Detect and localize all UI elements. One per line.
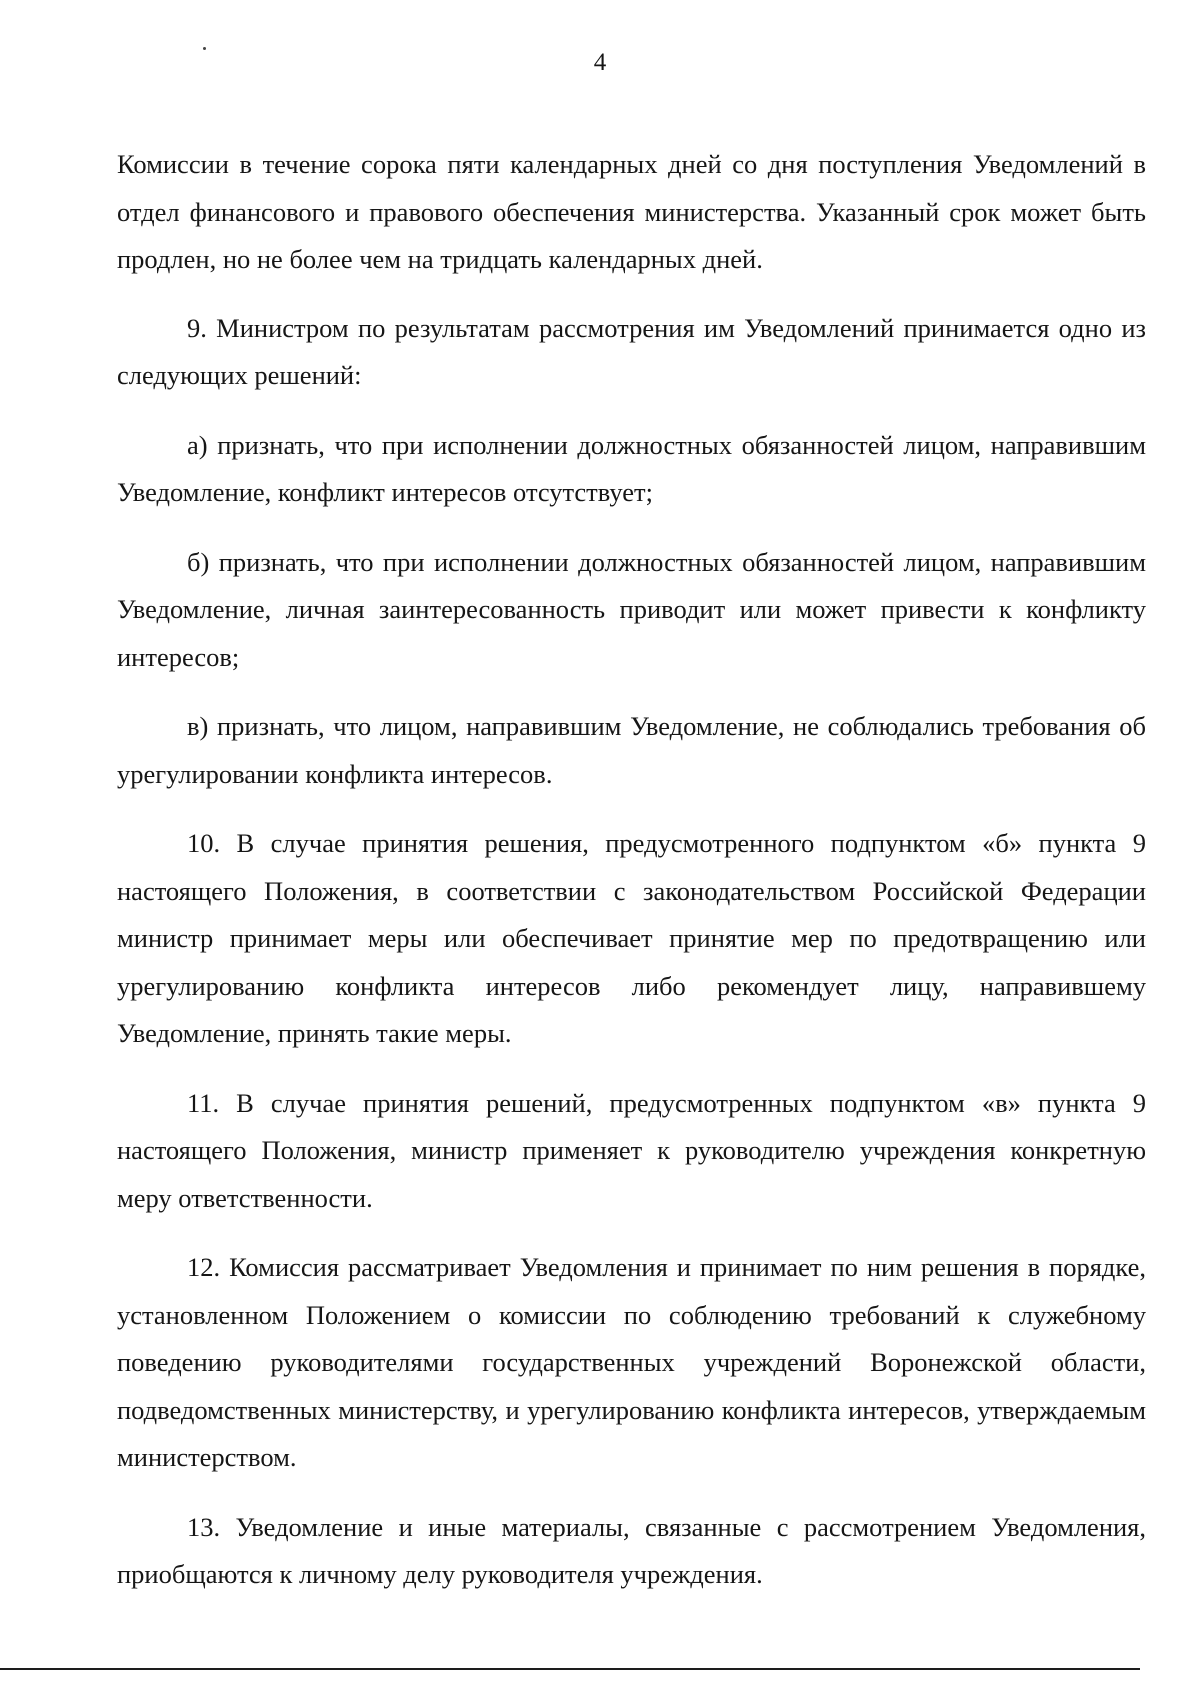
paragraph-continuation: Комиссии в течение сорока пяти календарных дней со дня поступления Уведомлений в отдел финансового и правового обеспечения министерства. Указанный срок может быть продлен, но не более чем на тридцать календарных дней.: [117, 149, 1146, 274]
paragraph-subitem-b: б) признать, что при исполнении должностных обязанностей лицом, направившим Уведомление, личная заинтересованность приводит или может привести к конфликту интересов;: [117, 546, 1146, 672]
paragraph-subitem-v: в) признать, что лицом, направившим Уведомление, не соблюдались требования об урегулировании конфликта интересов.: [117, 711, 1146, 789]
page-number: 4: [593, 49, 607, 76]
paragraph-item-10: 10. В случае принятия решения, предусмотренного подпунктом «б» пункта 9 настоящего Положения, в соответствии с законодательством Российской Федерации министр принимает меры или обеспечивает принятие мер по предотвращению или урегулированию конфликта интересов либо рекомендует лицу, направившему Уведомление, принять такие меры.: [117, 828, 1146, 1048]
paragraph-item-9: 9. Министром по результатам рассмотрения им Уведомлений принимается одно из следующих решений:: [117, 312, 1146, 390]
paragraph-subitem-a: а) признать, что при исполнении должностных обязанностей лицом, направившим Уведомление, конфликт интересов отсутствует;: [117, 429, 1146, 507]
document-body: [117, 141, 1146, 1621]
paragraph-item-13: 13. Уведомление и иные материалы, связанные с рассмотрением Уведомления, приобщаются к личному делу руководителя учреждения.: [117, 1511, 1146, 1589]
page-bottom-edge-line: [0, 1668, 1140, 1670]
paragraph-item-11: 11. В случае принятия решений, предусмотренных подпунктом «в» пункта 9 настоящего Положения, министр применяет к руководителю учреждения конкретную меру ответственности.: [117, 1087, 1146, 1213]
paragraph-item-12: 12. Комиссия рассматривает Уведомления и принимает по ним решения в порядке, установленном Положением о комиссии по соблюдению требований к служебному поведению руководителями государственных учреждений Воронежской области, подведомственных министерству, и урегулированию конфликта интересов, утверждаемым министерством.: [117, 1252, 1146, 1472]
